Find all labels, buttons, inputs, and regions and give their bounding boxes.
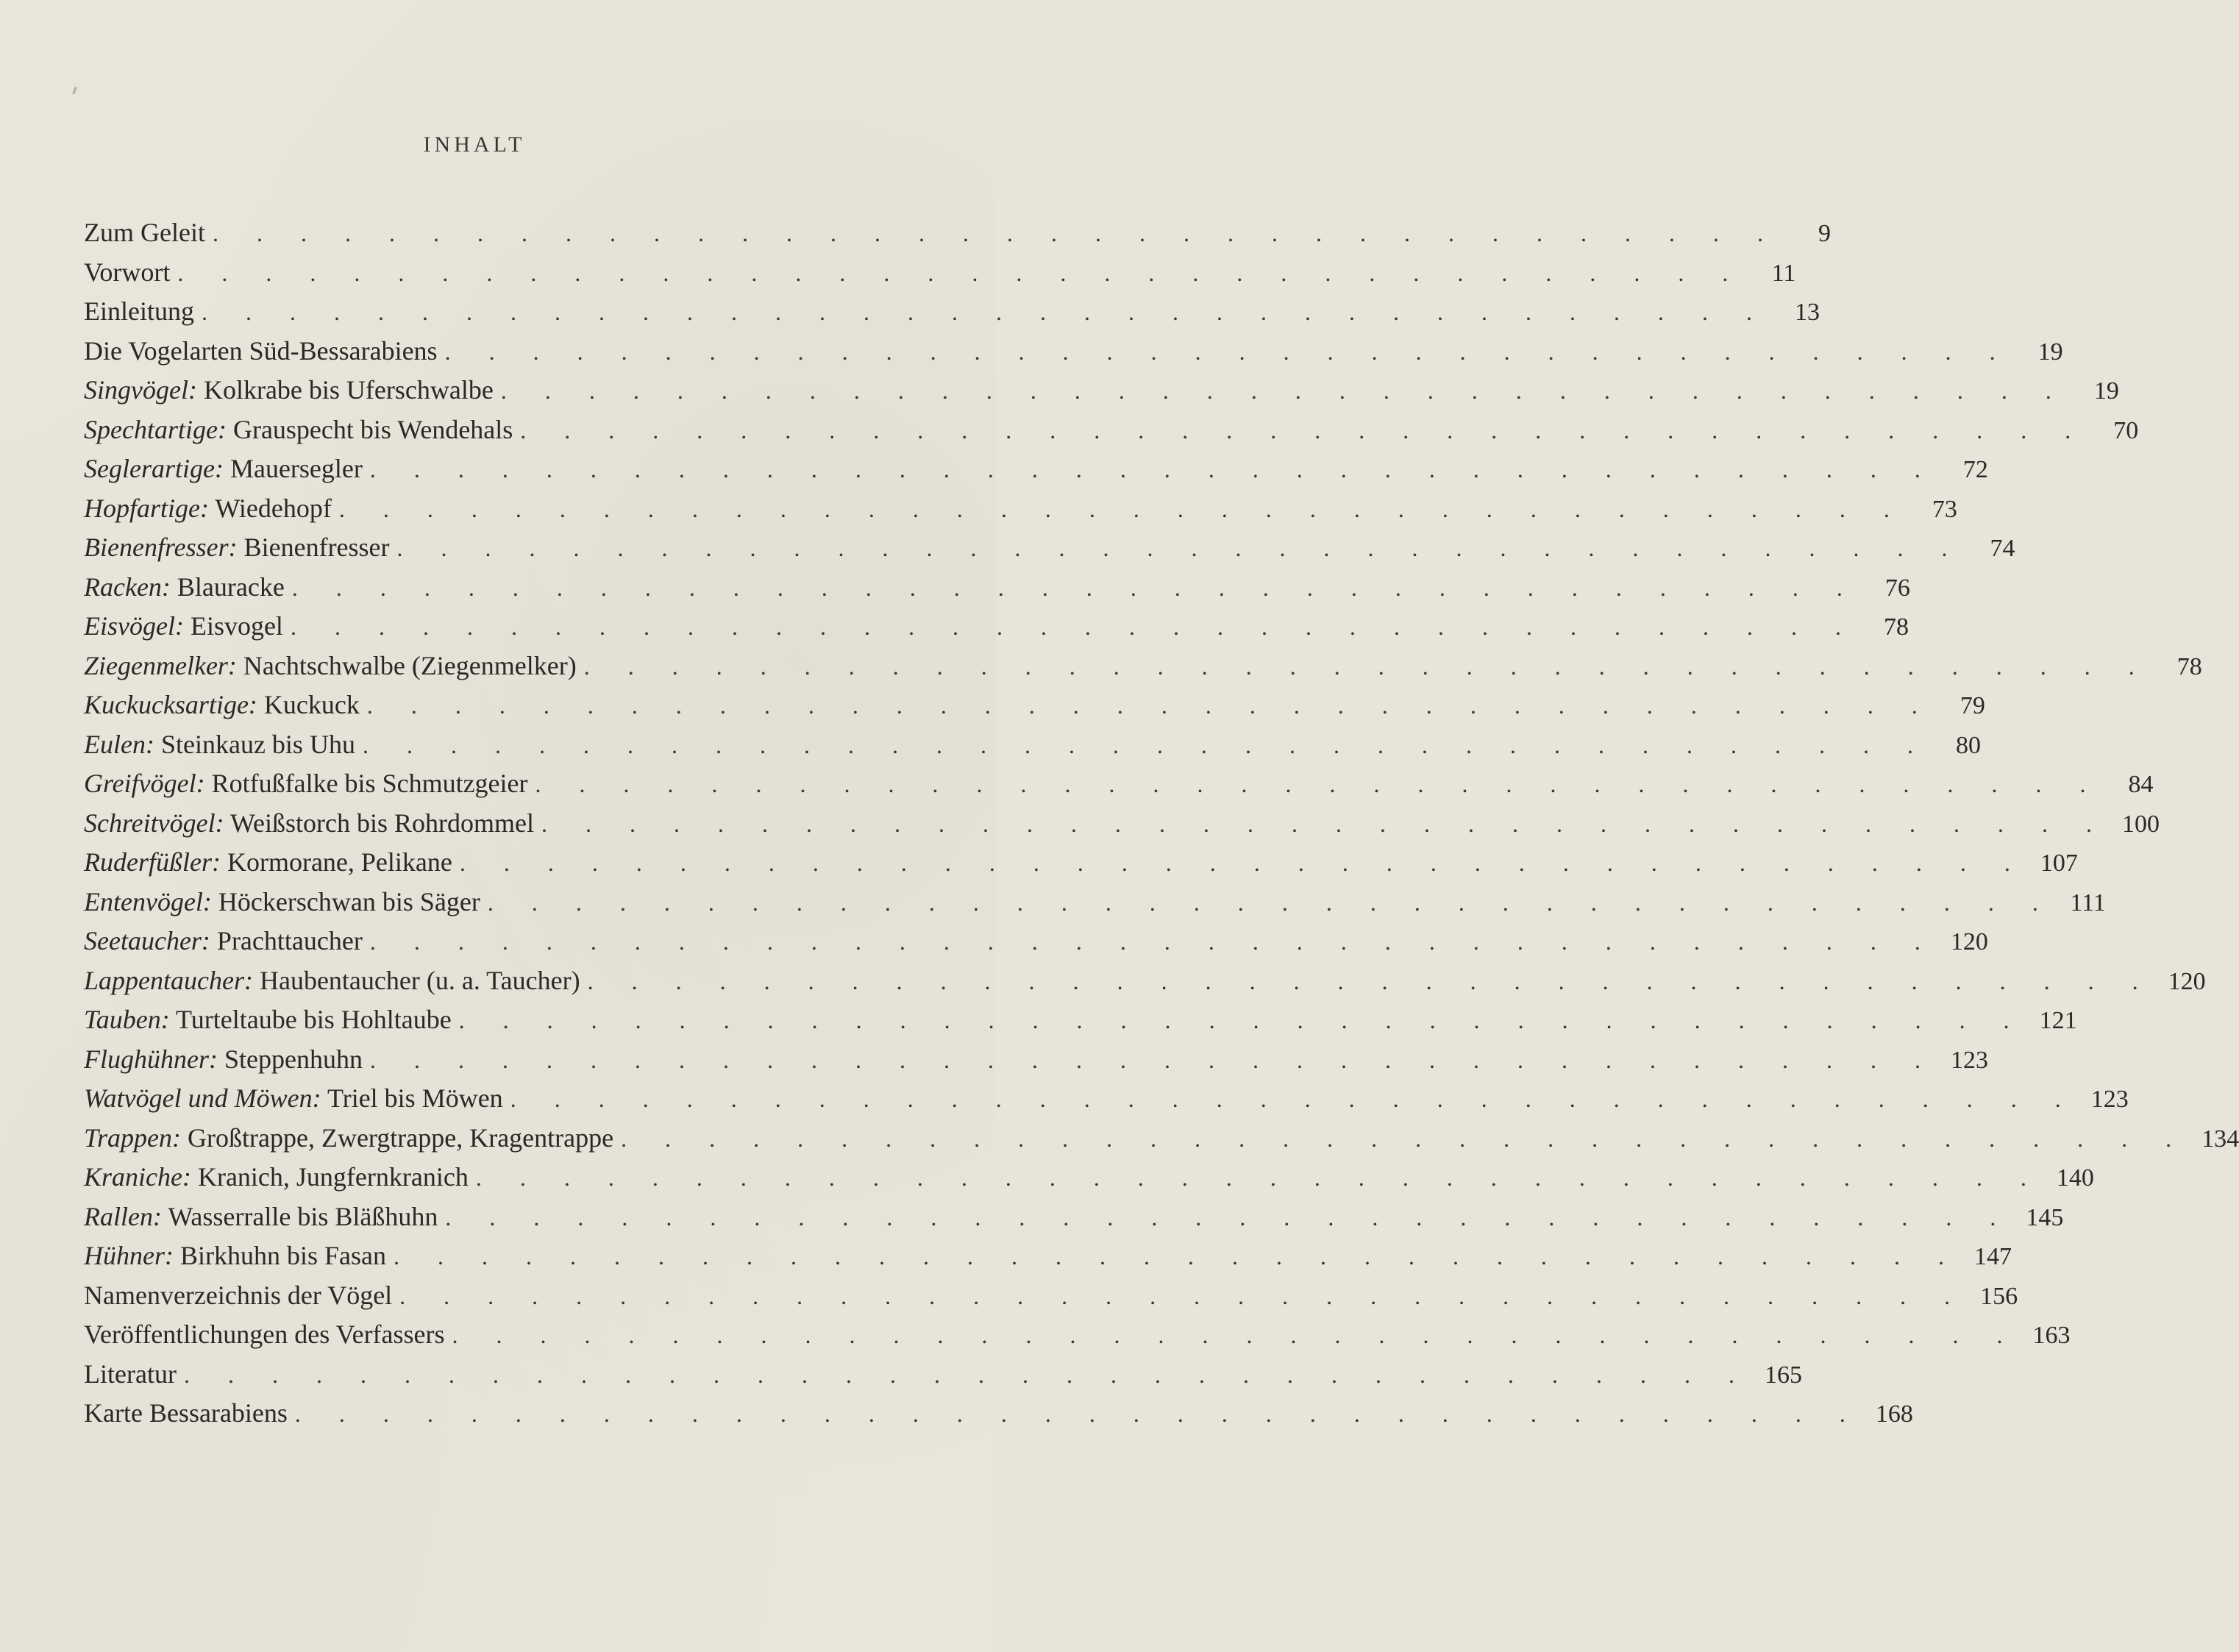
toc-page-number: 78 <box>1883 613 1909 641</box>
dot-leader: . . . . . . . . . . . . . . . . . . . . . . . . . . . . . . . . . . . . <box>510 1086 2077 1112</box>
toc-entry <box>84 493 1957 533</box>
toc-entry-text: Karte Bessarabiens <box>84 1398 288 1428</box>
toc-entry-category: Racken: <box>84 572 171 602</box>
toc-page-number: 80 <box>1955 731 1981 759</box>
toc-entry-category: Hopfartige: <box>84 493 209 523</box>
toc-entry <box>84 374 2119 414</box>
toc-page-number: 107 <box>2040 850 2078 877</box>
toc-page-number: 120 <box>2168 967 2206 995</box>
toc-entry-text: Zum Geleit <box>84 218 205 247</box>
toc-entry <box>84 335 2063 375</box>
toc-entry-category: Hühner: <box>84 1241 174 1270</box>
toc-page-number: 79 <box>1959 692 1985 719</box>
dot-leader: . . . . . . . . . . . . . . . . . . . . . . . . . . . . . . . . . . . . <box>291 574 1859 601</box>
toc-entry-category: Eulen: <box>84 729 154 759</box>
toc-entry <box>84 1280 2018 1320</box>
toc-entry <box>84 1398 1913 1437</box>
toc-entry <box>84 1044 1988 1083</box>
toc-entry-title <box>84 532 390 563</box>
toc-entry-text: Kolkrabe bis Uferschwalbe <box>203 375 494 405</box>
dot-leader: . . . . . . . . . . . . . . . . . . . . . . . . . . . . . . . . . . . . <box>394 1243 1960 1270</box>
toc-entry-title <box>84 925 363 956</box>
dot-leader: . . . . . . . . . . . . . . . . . . . . . . . . . . . . . . . . . . . . <box>362 731 1929 758</box>
toc-entry-text: Kuckuck <box>263 690 360 719</box>
toc-entry-title <box>84 1240 386 1271</box>
toc-entry <box>84 1122 2239 1162</box>
toc-entry-text: Höckerschwan bis Säger <box>218 886 480 916</box>
toc-entry-text: Weißstorch bis Rohrdommel <box>229 808 535 838</box>
toc-page-number: 145 <box>2026 1203 2064 1231</box>
dot-leader: . . . . . . . . . . . . . . . . . . . . . . . . . . . . . . . . . . . . <box>520 416 2087 444</box>
page-title: INHALT <box>423 132 526 157</box>
toc-entry-title <box>84 335 438 366</box>
toc-entry-title <box>84 1122 613 1153</box>
toc-entry-title <box>84 965 580 996</box>
toc-entry <box>84 414 2139 454</box>
toc-entry <box>84 768 2154 808</box>
toc-entry-category: Flughühner: <box>84 1044 218 1074</box>
toc-entry-text: Steppenhuhn <box>224 1044 363 1074</box>
toc-entry-text: Eisvogel <box>190 611 283 641</box>
toc-page-number: 156 <box>1980 1282 2018 1310</box>
toc-entry <box>84 650 2202 690</box>
toc-entry-title <box>84 257 170 288</box>
dot-leader: . . . . . . . . . . . . . . . . . . . . . . . . . . . . . . . . . . . . <box>177 259 1745 286</box>
toc-page-number: 73 <box>1932 495 1957 523</box>
toc-entry-text: Haubentaucher (u. a. Taucher) <box>259 965 580 995</box>
toc-entry-category: Tauben: <box>84 1005 170 1034</box>
toc-page-number: 120 <box>1950 928 1988 955</box>
dot-leader: . . . . . . . . . . . . . . . . . . . . . . . . . . . . . . . . . . . . <box>369 1046 1937 1073</box>
toc-entry <box>84 296 1820 335</box>
dot-leader: . . . . . . . . . . . . . . . . . . . . . . . . . . . . . . . . . . . . <box>452 1322 2019 1348</box>
dot-leader: . . . . . . . . . . . . . . . . . . . . . . . . . . . . . . . . . . . . <box>338 495 1906 522</box>
toc-entry <box>84 886 2106 926</box>
toc-page-number: 9 <box>1818 220 1831 247</box>
toc-entry <box>84 729 1981 769</box>
toc-page-number: 72 <box>1962 456 1988 483</box>
toc-entry-category: Seglerartige: <box>84 454 224 483</box>
dot-leader: . . . . . . . . . . . . . . . . . . . . . . . . . . . . . . . . . . . . <box>290 613 1857 640</box>
toc-entry-title <box>84 296 194 327</box>
dot-leader: . . . . . . . . . . . . . . . . . . . . . . . . . . . . . . . . . . . . <box>369 456 1937 483</box>
toc-entry <box>84 1004 2077 1044</box>
toc-entry-category: Watvögel und Möwen: <box>84 1083 321 1113</box>
toc-entry-title <box>84 689 360 720</box>
toc-entry-text: Namenverzeichnis der Vögel <box>84 1280 393 1310</box>
toc-page-number: 134 <box>2201 1125 2239 1153</box>
toc-entry-text: Rotfußfalke bis Schmutzgeier <box>211 769 528 798</box>
toc-entry-text: Vorwort <box>84 257 171 287</box>
dot-leader: . . . . . . . . . . . . . . . . . . . . . . . . . . . . . . . . . . . . <box>445 1203 2012 1231</box>
toc-entry <box>84 1359 1802 1398</box>
toc-entry-text: Wasserralle bis Bläßhuhn <box>168 1201 438 1231</box>
toc-entry-title <box>84 768 528 799</box>
toc-entry <box>84 610 1909 650</box>
toc-entry-title <box>84 374 494 405</box>
dot-leader: . . . . . . . . . . . . . . . . . . . . . . . . . . . . . . . . . . . . <box>444 338 2012 365</box>
dot-leader: . . . . . . . . . . . . . . . . . . . . . . . . . . . . . . . . . . . . <box>500 377 2068 404</box>
toc-entry <box>84 689 1985 729</box>
toc-entry-title <box>84 1359 177 1389</box>
toc-entry-title <box>84 886 480 917</box>
toc-page-number: 168 <box>1875 1400 1913 1428</box>
toc-entry-text: Die Vogelarten Süd-Bessarabiens <box>84 335 438 366</box>
dot-leader: . . . . . . . . . . . . . . . . . . . . . . . . . . . . . . . . . . . . <box>369 928 1937 955</box>
toc-page-number: 78 <box>2176 652 2202 680</box>
toc-entry <box>84 808 2160 847</box>
toc-entry <box>84 572 1910 611</box>
toc-entry <box>84 217 1831 257</box>
toc-entry-text: Turteltaube bis Hohltaube <box>176 1005 452 1034</box>
toc-entry-title <box>84 1083 503 1114</box>
dot-leader: . . . . . . . . . . . . . . . . . . . . . . . . . . . . . . . . . . . . <box>541 810 2109 837</box>
toc-page-number: 123 <box>1950 1046 1988 1074</box>
toc-page-number: 165 <box>1764 1361 1802 1389</box>
toc-page-number: 123 <box>2090 1086 2129 1113</box>
dot-leader: . . . . . . . . . . . . . . . . . . . . . . . . . . . . . . . . . . . . <box>459 850 2026 876</box>
toc-page-number: 111 <box>2070 889 2106 916</box>
toc-entry-category: Kraniche: <box>84 1162 191 1192</box>
toc-entry-title <box>84 217 205 248</box>
toc-page-number: 74 <box>1990 535 2015 562</box>
toc-page-number: 19 <box>2093 377 2119 405</box>
dot-leader: . . . . . . . . . . . . . . . . . . . . . . . . . . . . . . . . . . . . <box>535 771 2102 797</box>
toc-page-number: 100 <box>2122 810 2160 838</box>
toc-entry-title <box>84 847 452 877</box>
toc-entry-text: Blauracke <box>177 572 285 602</box>
dot-leader: . . . . . . . . . . . . . . . . . . . . . . . . . . . . . . . . . . . . <box>366 692 1934 719</box>
dot-leader: . . . . . . . . . . . . . . . . . . . . . . . . . . . . . . . . . . . . <box>294 1400 1862 1427</box>
toc-page-number: 13 <box>1794 299 1820 326</box>
toc-page-number: 11 <box>1771 259 1796 287</box>
toc-entry <box>84 1083 2129 1122</box>
toc-entry-text: Steinkauz bis Uhu <box>160 729 355 759</box>
dot-leader: . . . . . . . . . . . . . . . . . . . . . . . . . . . . . . . . . . . . <box>399 1282 1967 1309</box>
toc-entry-title <box>84 453 363 484</box>
dot-leader: . . . . . . . . . . . . . . . . . . . . . . . . . . . . . . . . . . . . <box>212 220 1779 246</box>
toc-entry-title <box>84 572 285 602</box>
toc-page-number: 19 <box>2037 338 2063 366</box>
toc-entry-text: Literatur <box>84 1359 177 1389</box>
toc-entry-title <box>84 729 355 760</box>
toc-entry-text: Nachtschwalbe (Ziegenmelker) <box>243 650 577 680</box>
toc-entry-text: Prachttaucher <box>216 926 363 955</box>
toc-entry-category: Entenvögel: <box>84 886 212 916</box>
toc-entry-title <box>84 610 283 641</box>
toc-entry-category: Ziegenmelker: <box>84 650 237 680</box>
toc-entry-title <box>84 1161 469 1192</box>
toc-entry-category: Greifvögel: <box>84 769 205 798</box>
toc-entry-category: Seetaucher: <box>84 926 210 955</box>
toc-entry-title <box>84 1044 363 1075</box>
toc-entry-category: Bienenfresser: <box>84 533 238 562</box>
toc-page-number: 70 <box>2113 416 2139 444</box>
toc-entry <box>84 925 1988 965</box>
toc-entry-category: Kuckucksartige: <box>84 690 257 719</box>
toc-page-number: 84 <box>2128 771 2154 798</box>
toc-page-number: 147 <box>1974 1243 2012 1270</box>
dot-leader: . . . . . . . . . . . . . . . . . . . . . . . . . . . . . . . . . . . . <box>458 1007 2026 1033</box>
toc-entry-text: Bienenfresser <box>243 533 390 562</box>
toc-entry-text: Mauersegler <box>229 454 363 483</box>
dot-leader: . . . . . . . . . . . . . . . . . . . . . . . . . . . . . . . . . . . . <box>487 889 2054 916</box>
toc-entry-category: Spechtartige: <box>84 414 227 444</box>
toc-entry-text: Wiedehopf <box>215 493 332 523</box>
dot-leader: . . . . . . . . . . . . . . . . . . . . . . . . . . . . . . . . . . . . <box>183 1361 1751 1388</box>
toc-entry-title <box>84 493 332 524</box>
toc-entry <box>84 847 2078 886</box>
toc-entry <box>84 532 2015 572</box>
toc-entry-text: Veröffentlichungen des Verfassers <box>84 1320 445 1349</box>
toc-entry-title <box>84 650 577 681</box>
dot-leader: . . . . . . . . . . . . . . . . . . . . . . . . . . . . . . . . . . . . <box>201 299 1768 325</box>
toc-page-number: 121 <box>2039 1007 2077 1034</box>
dot-leader: . . . . . . . . . . . . . . . . . . . . . . . . . . . . . . . . . . . . <box>587 967 2154 994</box>
toc-entry-text: Triel bis Möwen <box>327 1083 503 1113</box>
toc-entry-title <box>84 1004 452 1035</box>
toc-entry <box>84 1319 2071 1359</box>
toc-entry-title <box>84 1201 438 1232</box>
toc-page-number: 163 <box>2032 1322 2071 1349</box>
toc-page-number: 140 <box>2056 1164 2094 1192</box>
toc-entry-text: Großtrappe, Zwergtrappe, Kragentrappe <box>188 1122 614 1153</box>
toc-entry-category: Schreitvögel: <box>84 808 224 838</box>
toc-entry-title <box>84 1398 288 1428</box>
toc-entry-title <box>84 414 513 445</box>
toc-entry-text: Kranich, Jungfernkranich <box>197 1162 469 1192</box>
toc-page-number: 76 <box>1884 574 1910 602</box>
toc-entry-text: Kormorane, Pelikane <box>227 847 452 877</box>
toc-entry-title <box>84 1319 445 1350</box>
toc-entry <box>84 1240 2012 1280</box>
toc-entry-category: Singvögel: <box>84 375 197 405</box>
dot-leader: . . . . . . . . . . . . . . . . . . . . . . . . . . . . . . . . . . . . <box>475 1164 2043 1191</box>
toc-entry-text: Grauspecht bis Wendehals <box>232 414 513 444</box>
toc-entry-category: Ruderfüßler: <box>84 847 221 877</box>
dot-leader: . . . . . . . . . . . . . . . . . . . . . . . . . . . . . . . . . . . . <box>583 652 2151 680</box>
toc-entry-category: Lappentaucher: <box>84 965 253 995</box>
toc-entry <box>84 257 1796 296</box>
dot-leader: . . . . . . . . . . . . . . . . . . . . . . . . . . . . . . . . . . . . <box>621 1125 2188 1152</box>
toc-entry <box>84 1161 2094 1201</box>
toc-entry-text: Birkhuhn bis Fasan <box>179 1241 386 1270</box>
toc-entry-text: Einleitung <box>84 296 194 326</box>
toc-entry-category: Eisvögel: <box>84 611 184 641</box>
toc-entry <box>84 1201 2064 1241</box>
toc-entry <box>84 453 1988 493</box>
toc-entry-category: Trappen: <box>84 1122 182 1153</box>
toc-entry-title <box>84 1280 392 1311</box>
toc-entry <box>84 965 2206 1005</box>
table-of-contents <box>84 217 2239 1437</box>
ink-speck <box>72 87 76 94</box>
toc-entry-category: Rallen: <box>84 1201 162 1231</box>
dot-leader: . . . . . . . . . . . . . . . . . . . . . . . . . . . . . . . . . . . . <box>396 535 1964 561</box>
toc-entry-title <box>84 808 534 839</box>
